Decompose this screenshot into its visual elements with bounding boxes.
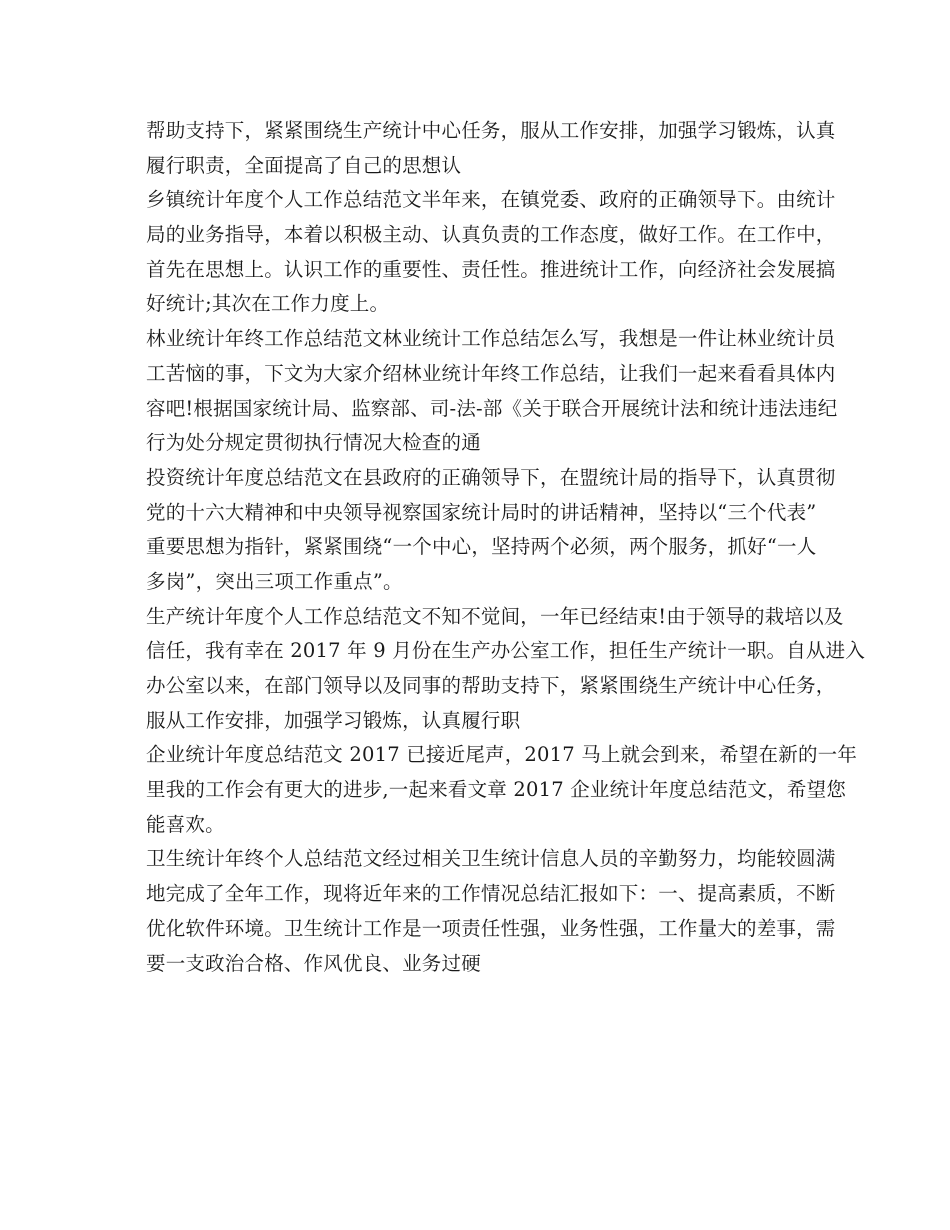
text-line: 帮助支持下，紧紧围绕生产统计中心任务，服从工作安排，加强学习锻炼，认真	[146, 119, 836, 142]
text-line: 里我的工作会有更大的进步,一起来看文章 2017 企业统计年度总结范文，希望您	[146, 778, 847, 802]
text-line: 企业统计年度总结范文 2017 已接近尾声，2017 马上就会到来，希望在新的一年	[146, 743, 858, 767]
text-line: 局的业务指导，本着以积极主动、认真负责的工作态度，做好工作。在工作中，	[146, 223, 836, 247]
text-line: 好统计;其次在工作力度上。	[146, 292, 390, 316]
text-line: 优化软件环境。卫生统计工作是一项责任性强，业务性强，工作量大的差事，需	[146, 916, 836, 940]
text-line: 首先在思想上。认识工作的重要性、责任性。推进统计工作，向经济社会发展搞	[146, 257, 836, 281]
text-line: 信任，我有幸在 2017 年 9 月份在生产办公室工作，担任生产统计一职。自从进入	[146, 639, 866, 663]
text-line: 地完成了全年工作，现将近年来的工作情况总结汇报如下：一、提高素质，不断	[146, 882, 836, 906]
text-line: 要一支政治合格、作风优良、业务过硬	[146, 951, 481, 975]
text-line: 林业统计年终工作总结范文林业统计工作总结怎么写，我想是一件让林业统计员	[146, 327, 836, 351]
text-line: 乡镇统计年度个人工作总结范文半年来，在镇党委、政府的正确领导下。由统计	[146, 188, 836, 212]
text-line: 容吧!根据国家统计局、监察部、司-法-部《关于联合开展统计法和统计违法违纪	[146, 396, 838, 420]
text-line: 能喜欢。	[146, 812, 225, 836]
text-line: 履行职责，全面提高了自己的思想认	[146, 153, 462, 177]
text-line: 生产统计年度个人工作总结范文不知不觉间，一年已经结束!由于领导的栽培以及	[146, 604, 844, 628]
text-line: 党的十六大精神和中央领导视察国家统计局时的讲话精神，坚持以“三个代表”	[146, 500, 817, 524]
text-line: 卫生统计年终个人总结范文经过相关卫生统计信息人员的辛勤努力，均能较圆满	[146, 847, 836, 871]
document-body	[146, 114, 866, 981]
text-line: 重要思想为指针，紧紧围绕“一个中心，坚持两个必须，两个服务，抓好“一人	[146, 535, 817, 559]
text-line: 投资统计年度总结范文在县政府的正确领导下，在盟统计局的指导下，认真贯彻	[146, 465, 836, 489]
text-line: 工苦恼的事，下文为大家介绍林业统计年终工作总结，让我们一起来看看具体内	[146, 361, 836, 385]
text-line: 办公室以来，在部门领导以及同事的帮助支持下，紧紧围绕生产统计中心任务，	[146, 674, 836, 697]
text-line: 服从工作安排，加强学习锻炼，认真履行职	[146, 708, 521, 732]
text-line: 多岗”，突出三项工作重点”。	[146, 569, 403, 593]
text-line: 行为处分规定贯彻执行情况大检查的通	[146, 431, 481, 455]
